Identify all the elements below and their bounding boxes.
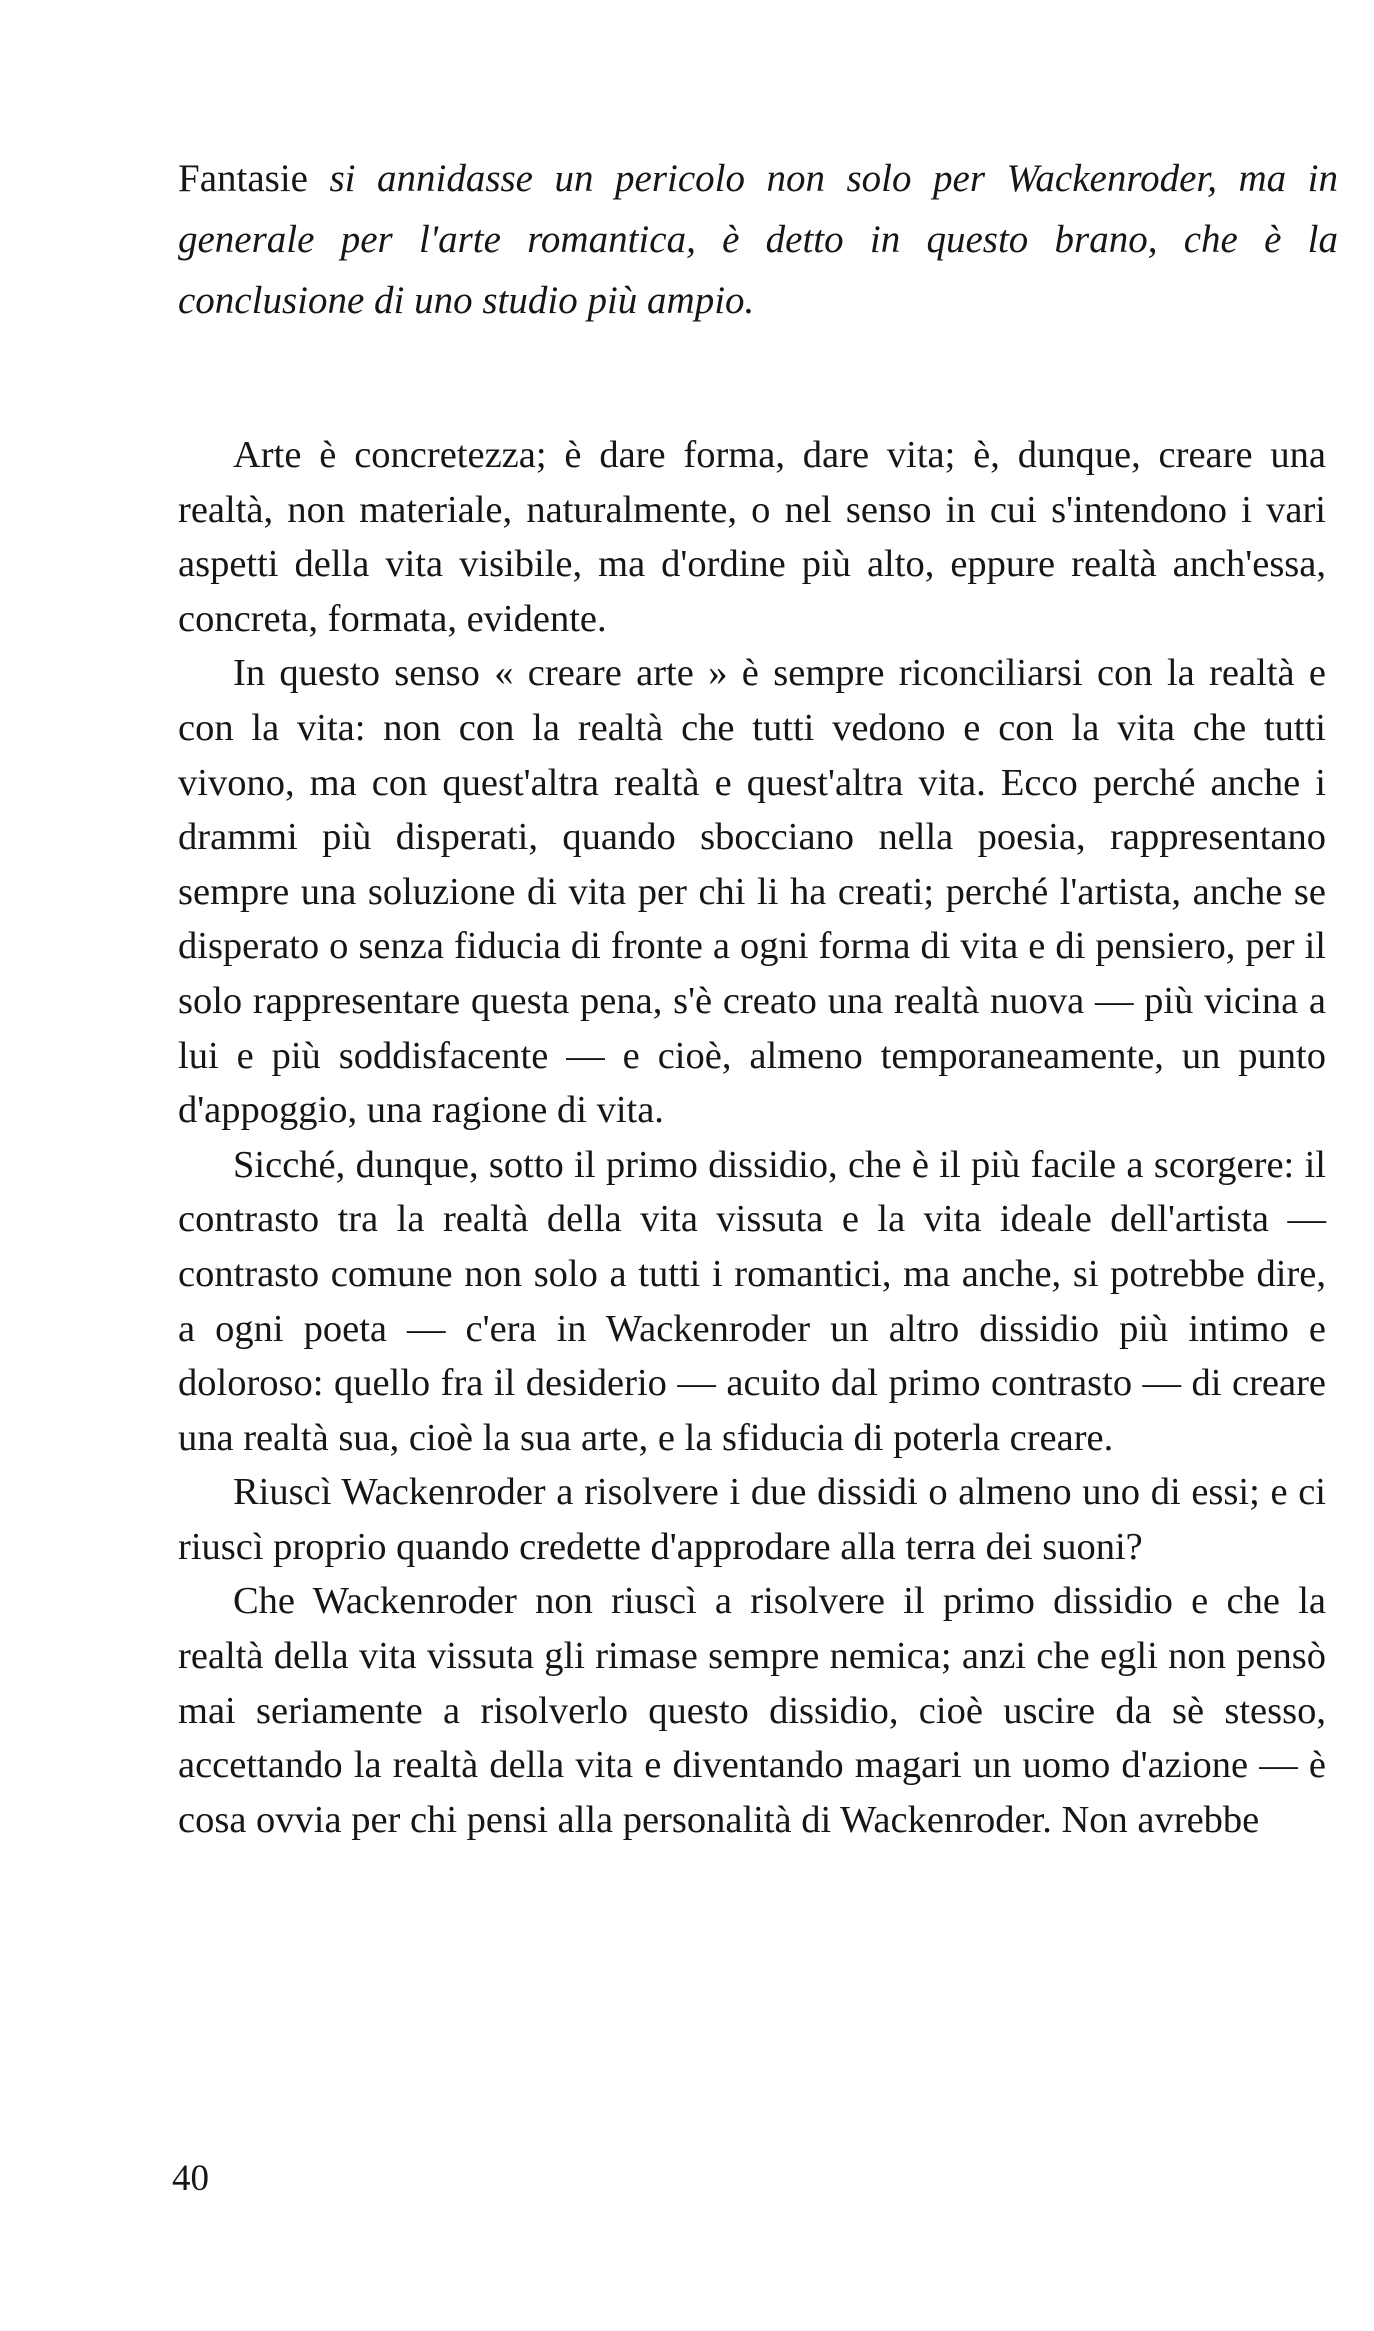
paragraph: Riuscì Wackenroder a risolvere i due dissidi o almeno uno di essi; e ci riuscì proprio quando credette d'approdare alla terra dei suoni? — [178, 1471, 1326, 1568]
paragraph: Sicché, dunque, sotto il primo dissidio, che è il più facile a scorgere: il contrasto tra la realtà della vita vissuta e la vita ideale dell'artista — contrasto comune non solo a tutti i romantici, ma anche, si potrebbe dire, a ogni poeta — c'era in Wackenroder un altro dissidio più intimo e doloroso: quello fra il desiderio — acuito dal primo contrasto — di creare una realtà sua, cioè la sua arte, e la sfiducia di poterla creare. — [178, 1143, 1326, 1459]
page-number: 40 — [172, 2158, 209, 2199]
intro-note — [178, 148, 1338, 331]
body-text — [178, 428, 1326, 1847]
paragraph: Che Wackenroder non riuscì a risolvere il primo dissidio e che la realtà della vita vissuta gli rimase sempre nemica; anzi che egli non pensò mai seriamente a risolverlo questo dissidio, cioè uscire da sè stesso, accettando la realtà della vita e diventando magari un uomo d'azione — è cosa ovvia per chi pensi alla personalità di Wackenroder. Non avrebbe — [178, 1580, 1326, 1841]
intro-lead: Fantasie — [178, 157, 308, 200]
intro-italic-text: si annidasse un pericolo non solo per Wackenroder, ma in generale per l'arte romantica, è detto in questo brano, che è la conclusione di uno studio più ampio. — [178, 157, 1338, 322]
paragraph: Arte è concretezza; è dare forma, dare vita; è, dunque, creare una realtà, non materiale, naturalmente, o nel senso in cui s'intendono i vari aspetti della vita visibile, ma d'ordine più alto, eppure realtà anch'essa, concreta, formata, evidente. — [178, 434, 1326, 640]
paragraph: In questo senso « creare arte » è sempre riconciliarsi con la realtà e con la vita: non con la realtà che tutti vedono e con la vita che tutti vivono, ma con quest'altra realtà e quest'altra vita. Ecco perché anche i drammi più disperati, quando sbocciano nella poesia, rappresentano sempre una soluzione di vita per chi li ha creati; perché l'artista, anche se disperato o senza fiducia di fronte a ogni forma di vita e di pensiero, per il solo rappresentare questa pena, s'è creato una realtà nuova — più vicina a lui e più soddisfacente — e cioè, almeno temporaneamente, un punto d'appoggio, una ragione di vita. — [178, 652, 1326, 1132]
